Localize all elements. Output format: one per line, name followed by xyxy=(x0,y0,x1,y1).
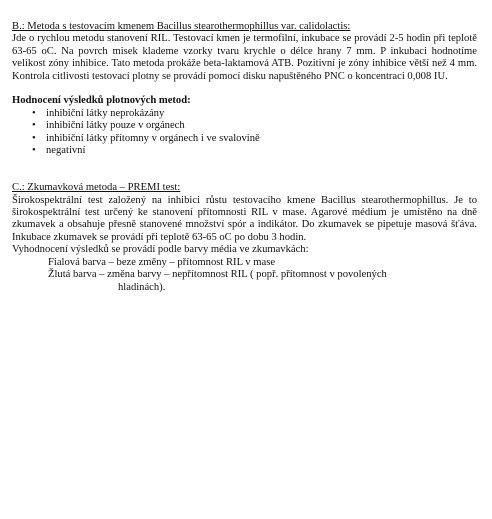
document-page xyxy=(12,21,477,294)
bullet-icon: • xyxy=(32,145,36,157)
list-item xyxy=(12,133,477,145)
eval-yellow-continuation: hladinách). xyxy=(118,281,166,293)
list-item-text: negativní xyxy=(46,145,86,157)
bullet-icon: • xyxy=(32,132,36,144)
list-item-text: inhibiční látky pouze v orgánech xyxy=(46,120,185,132)
bullet-icon: • xyxy=(32,120,36,132)
evaluation-heading: Hodnocení výsledků plotnových metod: xyxy=(12,95,191,107)
section-b-heading: B.: Metoda s testovacím kmenem Bacillus stearothermophillus var. calidolactis: xyxy=(12,21,351,32)
section-c-paragraph: Širokospektrální test založený na inhibici růstu testovacího kmene Bacillus stearothermophillus. Je to širokospektrální test určený ke stanovení přítomnosti RIL v mase. Agarové médium je umístěno na dně zkumavek a obsahuje přesně stanovené množství spór a indikátor. Do zkumavek se pipetuje masová šťáva. Inkubace zkumavek se provádí při teplotě 63-65 oC po dobu 3 hodin. xyxy=(12,194,477,243)
blank-line xyxy=(12,83,477,95)
list-item xyxy=(12,120,477,132)
bullet-icon: • xyxy=(32,107,36,119)
list-item xyxy=(12,108,477,120)
list-item-text: inhibiční látky neprokázány xyxy=(46,107,165,119)
list-item xyxy=(12,145,477,157)
section-c-eval-intro: Vyhodnocení výsledků se provádí podle barvy média ve zkumavkách: xyxy=(12,244,309,256)
eval-yellow-line: Žlutá barva – změna barvy – nepřítomnost RIL ( popř. přítomnost v povolených xyxy=(48,269,387,281)
section-c-heading: C.: Zkumavková metoda – PREMI test: xyxy=(12,182,181,194)
list-item-text: inhibiční látky přítomny v orgánech i ve svalovině xyxy=(46,132,260,144)
section-b-paragraph: Jde o rychlou metodu stanovení RIL. Testovací kmen je termofilní, inkubace se provádí 2-5 hodin při teplotě 63-65 oC. Na povrch misek klademe vzorky tvaru krychle o délce hrany 7 mm. P inkubaci hodnotíme velikost zóny inhibice. Tato metoda prokáže beta-laktamová ATB. Pozitivní je zóny inhibice větší než 4 mm. Kontrola citlivosti testovací plotny se provádí pomocí disku napuštěného PNC o koncentraci 0,008 IU. xyxy=(12,33,477,82)
blank-lines xyxy=(12,157,477,182)
evaluation-list xyxy=(12,108,477,158)
eval-purple-line: Fialová barva – beze změny – přítomnost RIL v mase xyxy=(48,256,276,268)
